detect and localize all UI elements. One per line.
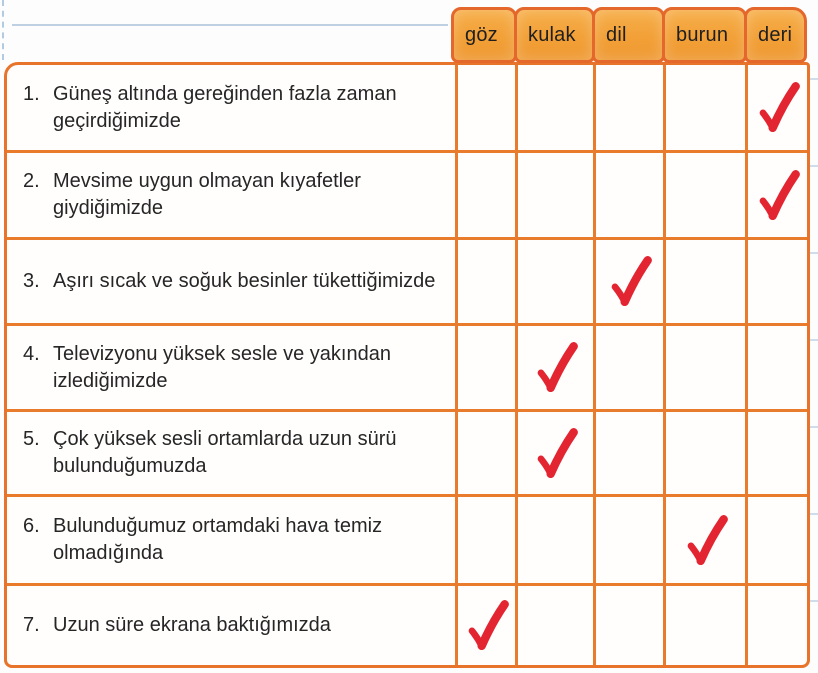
answer-cell <box>666 153 748 240</box>
answer-cell <box>518 153 596 240</box>
answer-cell <box>596 497 666 586</box>
statement-number: 2. <box>23 170 40 192</box>
tab-goz <box>451 7 517 63</box>
statement-number: 5. <box>23 428 40 450</box>
statement-cell <box>7 497 458 586</box>
checkmark-icon <box>755 80 801 135</box>
tab-goz-label: göz <box>465 23 498 46</box>
checkmark-icon <box>607 254 653 309</box>
answer-cell <box>748 65 807 153</box>
statement-text: Televizyonu yüksek sesle ve yakından izlediğimizde <box>53 342 391 392</box>
answer-cell <box>518 65 596 153</box>
statement-cell <box>7 412 458 497</box>
statement-cell <box>7 240 458 326</box>
statement-cell <box>7 153 458 240</box>
answer-cell <box>748 326 807 412</box>
statement-text: Aşırı sıcak ve soğuk besinler tükettiğimizde <box>53 270 436 292</box>
statement-text: Uzun süre ekrana baktığımızda <box>53 614 331 636</box>
statement-cell <box>7 326 458 412</box>
answer-cell <box>596 65 666 153</box>
tab-kulak-label: kulak <box>528 23 576 46</box>
answer-cell <box>666 412 748 497</box>
answer-cell <box>666 497 748 586</box>
answer-cell <box>748 240 807 326</box>
answer-cell <box>458 153 518 240</box>
checkmark-icon <box>533 340 579 395</box>
answer-cell <box>666 65 748 153</box>
answer-cell <box>596 326 666 412</box>
tab-deri-label: deri <box>758 23 793 46</box>
statement-text: Çok yüksek sesli ortamlarda uzun sürü bulunduğumuzda <box>53 428 397 477</box>
statement-text: Güneş altında gereğinden fazla zaman geçirdiğimizde <box>53 82 397 132</box>
answer-cell <box>748 586 807 665</box>
answer-cell <box>666 240 748 326</box>
statement-number: 1. <box>23 82 40 105</box>
statement-cell <box>7 65 458 153</box>
answer-cell <box>596 586 666 665</box>
answer-cell <box>748 412 807 497</box>
tab-deri <box>744 7 807 63</box>
answer-cell <box>458 412 518 497</box>
answer-cell <box>518 586 596 665</box>
checkmark-icon <box>533 426 579 481</box>
tab-dil <box>592 7 665 63</box>
page-edge-ruled-marks <box>810 0 818 673</box>
answer-cell <box>458 497 518 586</box>
statement-number: 6. <box>23 515 40 537</box>
answer-cell <box>596 153 666 240</box>
answer-cell <box>518 497 596 586</box>
statement-number: 7. <box>23 614 40 636</box>
answer-cell <box>458 326 518 412</box>
tab-burun-label: burun <box>676 23 729 46</box>
answer-cell <box>458 65 518 153</box>
sense-organ-header-tabs <box>451 7 807 63</box>
worksheet-table <box>4 62 810 668</box>
tab-burun <box>662 7 747 63</box>
answer-cell <box>458 586 518 665</box>
statement-number: 3. <box>23 270 40 292</box>
answer-cell <box>748 497 807 586</box>
tab-kulak <box>514 7 595 63</box>
answer-cell <box>596 412 666 497</box>
statement-text: Mevsime uygun olmayan kıyafetler giydiğimizde <box>53 170 361 219</box>
statement-text: Bulunduğumuz ortamdaki hava temiz olmadığında <box>53 515 383 564</box>
checkmark-icon <box>755 168 801 223</box>
tab-dil-label: dil <box>606 23 627 46</box>
notebook-ruled-line <box>12 24 448 26</box>
checkmark-icon <box>464 598 510 653</box>
statement-cell <box>7 586 458 665</box>
notebook-margin-dashed-line <box>2 0 4 60</box>
statement-number: 4. <box>23 342 40 365</box>
answer-cell <box>748 153 807 240</box>
answer-cell <box>458 240 518 326</box>
answer-cell <box>666 326 748 412</box>
answer-cell <box>518 412 596 497</box>
answer-cell <box>518 326 596 412</box>
answer-cell <box>518 240 596 326</box>
answer-cell <box>666 586 748 665</box>
checkmark-icon <box>683 513 729 568</box>
answer-cell <box>596 240 666 326</box>
